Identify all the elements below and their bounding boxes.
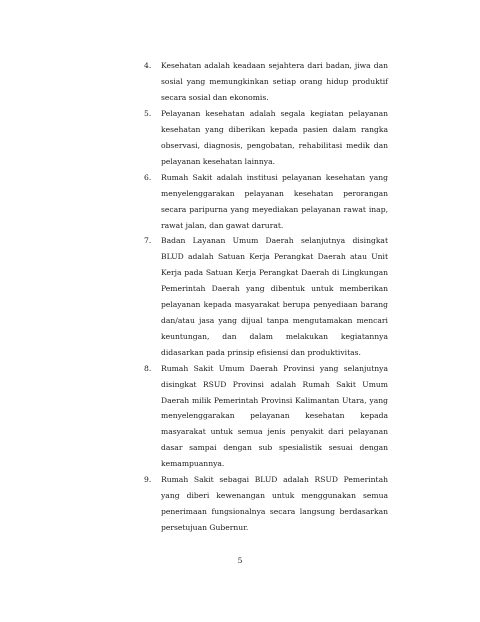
item-number: 9.: [144, 475, 152, 485]
item-number: 6.: [144, 172, 152, 182]
page-number: 5: [237, 556, 243, 565]
list-item: [144, 106, 388, 170]
list-item: [144, 472, 388, 536]
item-number: 4.: [144, 61, 152, 70]
item-text: Rumah Sakit sebagai BLUD adalah RSUD Pemerintah yang diberi kewenangan untuk menggunakan semua penerimaan fungsionalnya secara langsung berdasarkan persetujuan Gubernur.: [161, 475, 388, 532]
item-text: Rumah Sakit adalah institusi pelayanan kesehatan yang menyelenggarakan pelayanan kesehatan perorangan secara paripurna yang meyediakan pelayanan rawat inap, rawat jalan, dan gawat darurat.: [161, 172, 388, 230]
item-number: 8.: [144, 363, 152, 373]
item-text: Kesehatan adalah keadaan sejahtera dari badan, jiwa dan sosial yang memungkinkan setiap orang hidup produktif secara sosial dan ekonomis.: [161, 61, 388, 102]
list-item: [144, 361, 388, 472]
definition-list: [144, 58, 388, 536]
item-text: Badan Layanan Umum Daerah selanjutnya disingkat BLUD adalah Satuan Kerja Perangkat Daerah atau Unit Kerja pada Satuan Kerja Perangkat Daerah di Lingkungan Pemerintah Daerah yang dibentuk untuk memberikan pelayanan kepada masyarakat berupa penyediaan barang dan/atau jasa yang dijual tanpa mengutamakan mencari keuntungan, dan dalam melakukan kegiatannya didasarkan pada prinsip efisiensi dan produktivitas.: [161, 236, 388, 357]
list-item: [144, 170, 388, 234]
item-text: Rumah Sakit Umum Daerah Provinsi yang selanjutnya disingkat RSUD Provinsi adalah Rumah Sakit Umum Daerah milik Pemerintah Provinsi Kalimantan Utara, yang menyelenggarakan pelayanan kesehatan kepada masyarakat untuk semua jenis penyakit dari pelayanan dasar sampai dengan sub spesialistik sesuai dengan kemampuannya.: [161, 363, 388, 469]
item-number: 5.: [144, 109, 152, 119]
item-text: Pelayanan kesehatan adalah segala kegiatan pelayanan kesehatan yang diberikan kepada pasien dalam rangka observasi, diagnosis, pengobatan, rehabilitasi medik dan pelayanan kesehatan lainnya.: [161, 109, 388, 166]
list-item: [144, 233, 388, 360]
list-item: [144, 58, 388, 106]
item-number: 7.: [144, 236, 152, 246]
